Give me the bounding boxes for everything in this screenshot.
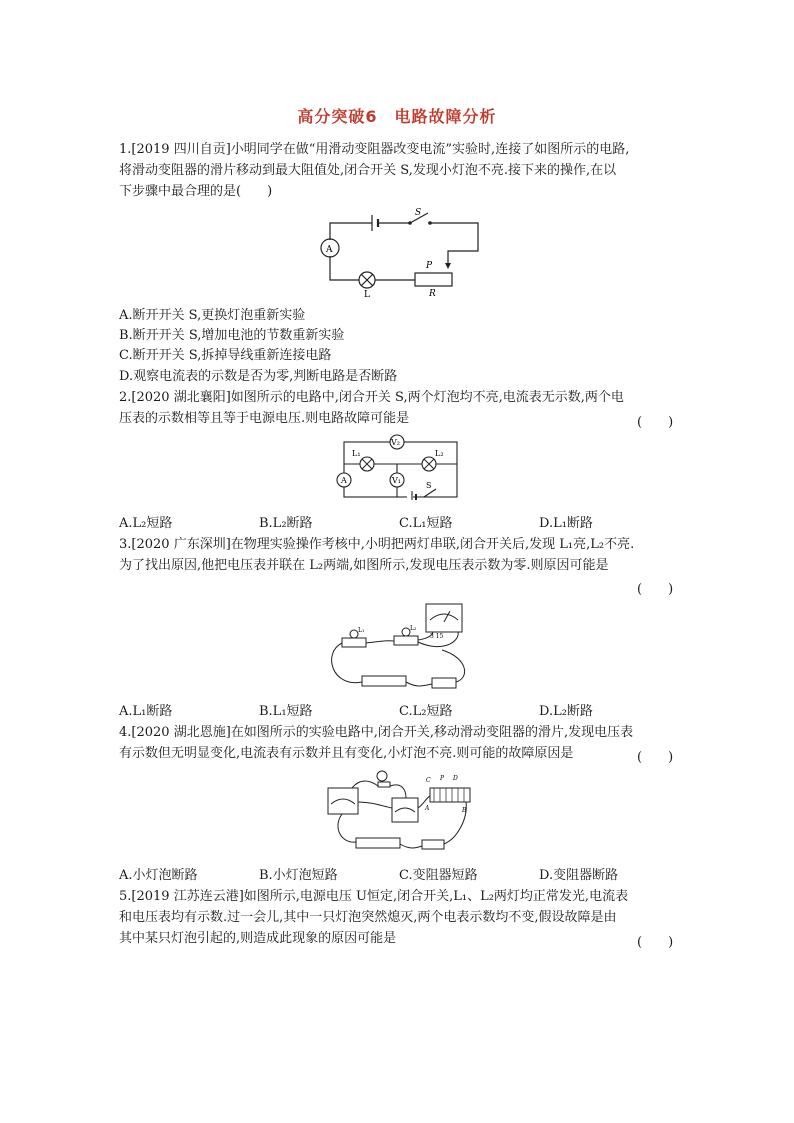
q2-option-b: B.L₂断路 — [259, 516, 313, 531]
q1-circuit-diagram — [310, 205, 490, 300]
q1-label-p: P — [426, 261, 433, 271]
q1-option-c: C.断开开关 S,拆掉导线重新连接电路 — [119, 348, 332, 363]
q2-line-2: 压表的示数相等且等于电源电压.则电路故障可能是 — [119, 411, 410, 426]
q4-label-d: D — [453, 775, 458, 782]
q2-answer-paren: ( ) — [637, 415, 674, 430]
q2-line-1: 2.[2020 湖北襄阳]如图所示的电路中,闭合开关 S,两个灯泡均不亮,电流表无示数,两个电 — [119, 390, 624, 405]
q1-line-1: 1.[2019 四川自贡]小明同学在做“用滑动变阻器改变电流”实验时,连接了如图所示的电路, — [119, 142, 630, 157]
q4-line-1: 4.[2020 湖北恩施]在如图所示的实验电路中,闭合开关,移动滑动变阻器的滑片,发现电压表 — [119, 725, 634, 740]
q4-option-d: D.变阻器断路 — [539, 868, 619, 883]
q2-option-d: D.L₁断路 — [539, 516, 593, 531]
q1-label-a: A — [326, 245, 333, 255]
q2-option-a: A.L₂短路 — [119, 516, 173, 531]
q2-label-v1: V₁ — [392, 476, 401, 485]
q4-label-p: P — [440, 775, 445, 782]
q1-label-s: S — [415, 208, 422, 218]
q4-option-c: C.变阻器短路 — [399, 868, 478, 883]
q3-option-c: C.L₂短路 — [399, 704, 453, 719]
q5-line-3: 其中某只灯泡引起的,则造成此现象的原因可能是 — [119, 931, 397, 946]
q1-label-r: R — [429, 289, 436, 299]
page-title: 高分突破6 电路故障分析 — [297, 107, 497, 126]
q1-option-d: D.观察电流表的示数是否为零,判断电路是否断路 — [119, 369, 398, 384]
q2-label-v2: V₂ — [391, 438, 400, 447]
q3-apparatus-illustration — [322, 598, 472, 696]
q4-label-a: A — [425, 805, 430, 812]
q2-label-a: A — [341, 476, 347, 485]
q5-line-2: 和电压表均有示数.过一会儿,其中一只灯泡突然熄灭,两个电表示数均不变,假设故障是由 — [119, 910, 617, 925]
q3-answer-paren: ( ) — [637, 582, 674, 597]
q3-line-1: 3.[2020 广东深圳]在物理实验操作考核中,小明把两灯串联,闭合开关后,发现 L₁亮,L₂不亮. — [119, 537, 635, 552]
q4-option-b: B.小灯泡短路 — [259, 868, 338, 883]
q1-option-b: B.断开开关 S,增加电池的节数重新实验 — [119, 328, 345, 343]
q1-line-3: 下步骤中最合理的是( ) — [119, 184, 273, 199]
q3-label-l1: L₁ — [358, 627, 365, 634]
q4-option-a: A.小灯泡断路 — [119, 868, 198, 883]
q2-label-l2: L₂ — [435, 449, 444, 458]
q3-option-b: B.L₁短路 — [259, 704, 313, 719]
q3-label-meter: 3 15 — [430, 633, 444, 640]
q1-line-2: 将滑动变阻器的滑片移动到最大阻值处,闭合开关 S,发现小灯泡不亮.接下来的操作,在以 — [119, 163, 617, 178]
q3-line-2: 为了找出原因,他把电压表并联在 L₂两端,如图所示,发现电压表示数为零.则原因可能是 — [119, 558, 609, 573]
q4-label-c: C — [426, 777, 431, 784]
q1-option-a: A.断开开关 S,更换灯泡重新实验 — [119, 308, 306, 323]
q2-label-l1: L₁ — [352, 449, 361, 458]
q4-label-b: B — [462, 807, 467, 814]
q5-answer-paren: ( ) — [637, 935, 674, 950]
q1-label-l: L — [364, 290, 370, 300]
q4-answer-paren: ( ) — [637, 750, 674, 765]
q2-circuit-diagram — [332, 432, 462, 500]
q3-label-l2: L₂ — [410, 625, 417, 632]
q5-line-1: 5.[2019 江苏连云港]如图所示,电源电压 U恒定,闭合开关,L₁、L₂两灯均正常发光,电流表 — [119, 889, 629, 904]
q2-option-c: C.L₁短路 — [399, 516, 453, 531]
q3-option-a: A.L₁断路 — [119, 704, 173, 719]
q4-line-2: 有示数但无明显变化,电流表有示数并且有变化,小灯泡不亮.则可能的故障原因是 — [119, 746, 574, 761]
q4-apparatus-illustration — [322, 768, 474, 860]
q3-option-d: D.L₂断路 — [539, 704, 593, 719]
q2-label-s: S — [426, 481, 432, 490]
